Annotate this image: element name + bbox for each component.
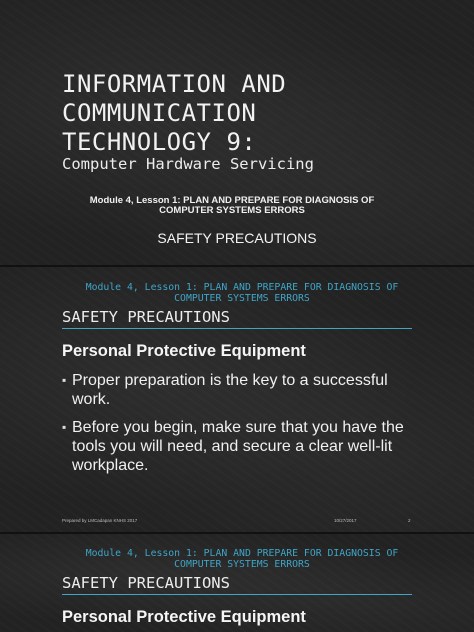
- module-lesson-heading: [62, 282, 422, 304]
- heading-underline: [62, 328, 412, 329]
- slide-ppe-continued: [0, 534, 474, 632]
- section-heading: Personal Protective Equipment: [62, 608, 306, 626]
- module-lesson-heading: [62, 196, 402, 216]
- module-lesson-heading: [62, 548, 422, 570]
- slide-title: [0, 0, 474, 265]
- module-line-2: COMPUTER SYSTEMS ERRORS: [174, 559, 310, 570]
- module-line-2: COMPUTER SYSTEMS ERRORS: [159, 205, 305, 216]
- module-line-1: Module 4, Lesson 1: PLAN AND PREPARE FOR DIAGNOSIS OF: [85, 282, 399, 293]
- title-line: INFORMATION AND: [62, 70, 287, 98]
- bullet-item: [62, 371, 412, 409]
- footer-author: Prepared by LMCadapan KNHS 2017: [62, 518, 138, 523]
- footer-page-number: 2: [408, 518, 411, 523]
- module-line-2: COMPUTER SYSTEMS ERRORS: [174, 293, 310, 304]
- section-heading: Personal Protective Equipment: [62, 342, 306, 360]
- module-line-1: Module 4, Lesson 1: PLAN AND PREPARE FOR DIAGNOSIS OF: [85, 548, 399, 559]
- bullet-icon: ▪: [62, 373, 67, 387]
- safety-precautions-heading: SAFETY PRECAUTIONS: [62, 308, 230, 326]
- presentation-subtitle: Computer Hardware Servicing: [62, 155, 314, 173]
- bullet-text: Before you begin, make sure that you have the tools you will need, and secure a clear well-lit workplace.: [72, 419, 404, 474]
- safety-precautions-heading: SAFETY PRECAUTIONS: [157, 230, 317, 246]
- bullet-icon: ▪: [62, 420, 67, 434]
- presentation-title: [62, 70, 286, 157]
- title-line: COMMUNICATION: [62, 99, 257, 127]
- slide-ppe: [0, 267, 474, 532]
- heading-underline: [62, 594, 412, 595]
- bullet-item: [62, 418, 412, 475]
- footer-date: 10/27/2017: [334, 518, 357, 523]
- safety-precautions-heading: SAFETY PRECAUTIONS: [62, 574, 230, 592]
- title-line: TECHNOLOGY 9:: [62, 128, 257, 156]
- bullet-text: Proper preparation is the key to a successful work.: [72, 372, 388, 408]
- module-line-1: Module 4, Lesson 1: PLAN AND PREPARE FOR DIAGNOSIS OF: [89, 195, 375, 206]
